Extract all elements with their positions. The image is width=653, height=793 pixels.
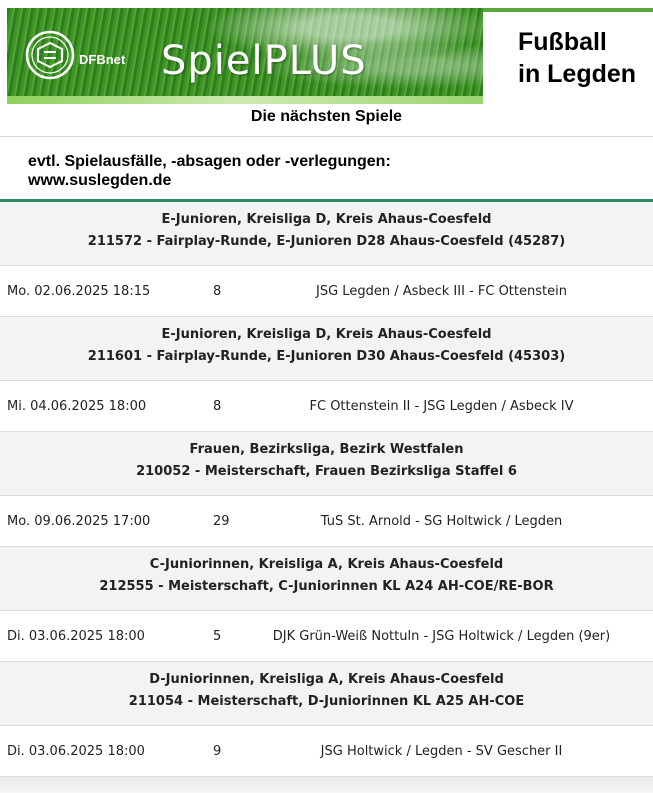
turf-strip: [7, 96, 483, 104]
match-number: 5: [213, 629, 222, 644]
competition-name: 211572 - Fairplay-Runde, E-Junioren D28 Ahaus-Coesfeld (45287): [87, 234, 566, 249]
club-title-line-1: Fußball: [518, 28, 607, 56]
club-title-line-2: in Legden: [518, 60, 637, 88]
league-name: E-Junioren, Kreisliga D, Kreis Ahaus-Coesfeld: [161, 212, 492, 227]
match-row[interactable]: [0, 381, 653, 432]
match-group-header: [0, 317, 653, 381]
match-date: Mo. 09.06.2025 17:00: [7, 514, 151, 529]
match-row[interactable]: [0, 611, 653, 662]
match-list: [0, 202, 653, 777]
match-teams: TuS St. Arnold - SG Holtwick / Legden: [320, 514, 563, 529]
club-title: [518, 26, 636, 90]
match-group-header: [0, 547, 653, 611]
league-name: C-Juniorinnen, Kreisliga A, Kreis Ahaus-Coesfeld: [149, 557, 504, 572]
match-teams: DJK Grün-Weiß Nottuln - JSG Holtwick / Legden (9er): [272, 629, 611, 644]
match-date: Mo. 02.06.2025 18:15: [7, 284, 151, 299]
match-number: 29: [213, 514, 230, 529]
spielplus-logo: SpielPLUS: [161, 38, 367, 84]
competition-name: 210052 - Meisterschaft, Frauen Bezirksliga Staffel 6: [136, 464, 517, 479]
league-name: Frauen, Bezirksliga, Bezirk Westfalen: [189, 442, 464, 457]
match-group-header: [0, 432, 653, 496]
match-number: 8: [213, 399, 222, 414]
match-teams: FC Ottenstein II - JSG Legden / Asbeck IV: [309, 399, 574, 414]
banner: [0, 0, 653, 106]
match-date: Di. 03.06.2025 18:00: [7, 629, 145, 644]
divider: [0, 136, 653, 137]
match-number: 9: [213, 744, 222, 759]
page-subtitle: Die nächsten Spiele: [250, 108, 403, 125]
match-row[interactable]: [0, 726, 653, 777]
match-row[interactable]: [0, 496, 653, 547]
match-group-header: [0, 662, 653, 726]
match-teams: JSG Holtwick / Legden - SV Gescher II: [320, 744, 563, 759]
match-teams: JSG Legden / Asbeck III - FC Ottenstein: [316, 284, 567, 299]
notice-link[interactable]: www.suslegden.de: [28, 172, 172, 189]
match-date: Mi. 04.06.2025 18:00: [7, 399, 147, 414]
club-title-box: [483, 12, 653, 104]
match-group-header: [0, 202, 653, 266]
dfb-logo-icon: [25, 30, 75, 80]
competition-name: 211601 - Fairplay-Runde, E-Junioren D30 Ahaus-Coesfeld (45303): [87, 349, 566, 364]
league-name: E-Junioren, Kreisliga D, Kreis Ahaus-Coesfeld: [161, 327, 492, 342]
competition-name: 211054 - Meisterschaft, D-Juniorinnen KL A25 AH-COE: [128, 694, 525, 709]
notice: [28, 152, 391, 190]
match-row[interactable]: [0, 266, 653, 317]
notice-text: evtl. Spielausfälle, -absagen oder -verlegungen:: [28, 153, 391, 170]
competition-name: 212555 - Meisterschaft, C-Juniorinnen KL A24 AH-COE/RE-BOR: [99, 579, 554, 594]
turf-background-image: [7, 8, 483, 104]
match-date: Di. 03.06.2025 18:00: [7, 744, 145, 759]
dfbnet-brand: DFBnet: [79, 52, 126, 67]
match-number: 8: [213, 284, 222, 299]
league-name: D-Juniorinnen, Kreisliga A, Kreis Ahaus-Coesfeld: [149, 672, 504, 687]
page-bottom-edge: [0, 777, 653, 793]
